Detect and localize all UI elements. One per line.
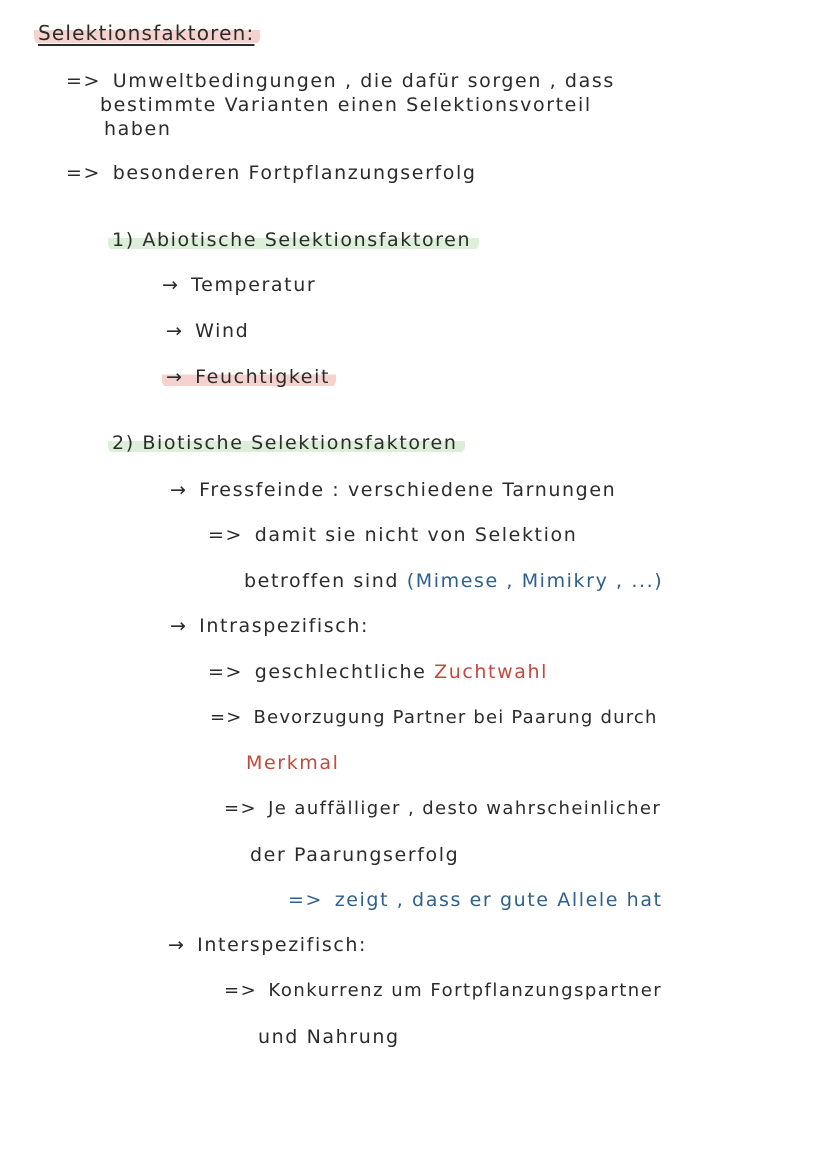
abiotic-item [166,318,249,344]
abiotic-item-label: Feuchtigkeit [195,366,331,388]
double-arrow-icon: => [66,162,102,184]
double-arrow-icon: => [208,661,244,683]
intra-label: Intraspezifisch: [199,615,369,637]
arrow-right-icon: → [170,479,188,501]
intro-text-2: bestimmte Varianten einen Selektionsvorteil [100,94,592,116]
abiotic-item-label: Wind [195,320,250,342]
geschlecht-line [208,659,548,685]
abiotic-item-label: Temperatur [191,274,317,296]
intro-text-1: Umweltbedingungen , die dafür sorgen , dass [112,70,615,92]
intro-line-2 [100,92,592,118]
title-text: Selektionsfaktoren: [34,21,260,45]
double-arrow-icon: => [224,980,258,1001]
damit-line [208,522,577,548]
arrow-right-icon: → [166,366,184,388]
biotic-heading-text: 2) Biotische Selektionsfaktoren [108,432,465,454]
bevorzugung-text: Bevorzugung Partner bei Paarung durch [253,707,658,728]
je-line [224,796,661,822]
merkmal-line [246,750,340,776]
biotic-heading [112,430,465,456]
damit-text: damit sie nicht von Selektion [254,524,578,546]
zuchtwahl-term: Zuchtwahl [434,661,549,683]
second-line [66,160,477,186]
betroffen-text: betroffen sind [244,570,400,592]
double-arrow-icon: => [224,798,257,819]
geschlecht-text: geschlechtliche [254,661,427,683]
intro-line-3 [104,116,171,142]
abiotic-heading-text: 1) Abiotische Selektionsfaktoren [108,229,479,251]
merkmal-term: Merkmal [246,752,340,774]
second-text: besonderen Fortpflanzungserfolg [112,162,477,184]
double-arrow-icon: => [210,707,243,728]
inter-line [168,932,367,958]
fressfeinde-line [170,477,616,503]
double-arrow-icon: => [288,889,324,911]
arrow-right-icon: → [166,320,184,342]
bevorzugung-line [210,705,658,731]
zeigt-text: zeigt , dass er gute Allele hat [334,889,663,911]
fressfeinde-label: Fressfeinde : [199,479,341,501]
intra-line [170,613,369,639]
abiotic-item [166,364,336,390]
nahrung-text: und Nahrung [258,1026,400,1048]
paarung-text: der Paarungserfolg [250,844,460,866]
double-arrow-icon: => [208,524,244,546]
abiotic-item-highlight [162,366,336,388]
nahrung-line [258,1024,400,1050]
arrow-right-icon: → [168,934,186,956]
double-arrow-icon: => [66,70,102,92]
betroffen-line [244,568,663,594]
paarung-line [250,842,459,868]
arrow-right-icon: → [170,615,188,637]
konkurrenz-line [224,978,662,1004]
examples-text: (Mimese , Mimikry , ...) [406,570,664,592]
inter-label: Interspezifisch: [197,934,368,956]
intro-text-3: haben [104,118,172,140]
page-title [38,20,260,46]
fressfeinde-text: verschiedene Tarnungen [347,479,617,501]
zeigt-line [288,887,663,913]
je-text: Je auffälliger , desto wahrscheinlicher [268,798,662,819]
abiotic-item [162,272,316,298]
abiotic-heading [112,227,479,253]
arrow-right-icon: → [162,274,180,296]
intro-line-1 [66,68,615,94]
konkurrenz-text: Konkurrenz um Fortpflanzungspartner [268,980,663,1001]
